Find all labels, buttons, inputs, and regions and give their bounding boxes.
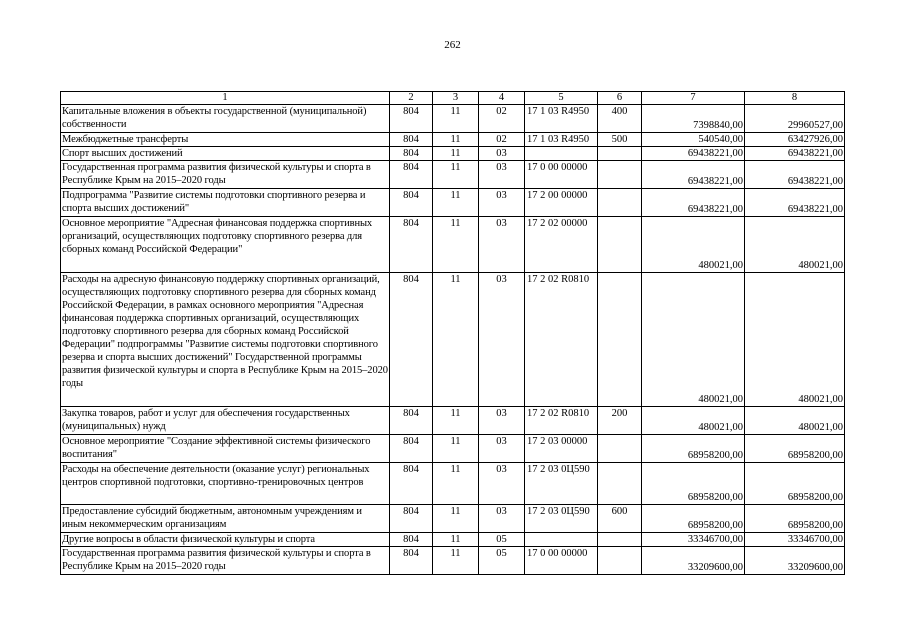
section-code: 11 bbox=[433, 133, 479, 147]
table-row bbox=[61, 105, 845, 133]
column-header: 3 bbox=[433, 92, 479, 105]
subsection-code: 03 bbox=[479, 463, 525, 505]
target-article-code bbox=[525, 147, 598, 161]
amount-column-7: 69438221,00 bbox=[642, 189, 745, 217]
section-code: 11 bbox=[433, 407, 479, 435]
subsection-code: 03 bbox=[479, 273, 525, 407]
target-article-code: 17 2 03 0Ц590 bbox=[525, 505, 598, 533]
subsection-code: 05 bbox=[479, 547, 525, 575]
budget-table bbox=[60, 91, 845, 575]
ministry-code: 804 bbox=[390, 105, 433, 133]
ministry-code: 804 bbox=[390, 435, 433, 463]
expense-type-code bbox=[598, 273, 642, 407]
row-description: Расходы на адресную финансовую поддержку спортивных организаций, осуществляющих подготовку спортивного резерва для сборных команд Российской Федерации, в рамках основного мероприятия "Адресная финансовая поддержка спортивных организаций, осуществляющих подготовку спортивного резерва для сборных команд Российской Федерации" подпрограммы "Развитие системы подготовки спортивного резерва и спорта высших достижений" Государственной программы развития физической культуры и спорта в Республике Крым на 2015–2020 годы bbox=[61, 273, 390, 407]
table-row bbox=[61, 273, 845, 407]
column-header: 1 bbox=[61, 92, 390, 105]
subsection-code: 03 bbox=[479, 435, 525, 463]
amount-column-7: 33209600,00 bbox=[642, 547, 745, 575]
amount-column-8: 63427926,00 bbox=[745, 133, 845, 147]
header-row bbox=[61, 92, 845, 105]
row-description: Государственная программа развития физической культуры и спорта в Республике Крым на 2015–2020 годы bbox=[61, 161, 390, 189]
target-article-code: 17 1 03 R4950 bbox=[525, 133, 598, 147]
expense-type-code: 600 bbox=[598, 505, 642, 533]
table-row bbox=[61, 217, 845, 273]
section-code: 11 bbox=[433, 189, 479, 217]
section-code: 11 bbox=[433, 533, 479, 547]
ministry-code: 804 bbox=[390, 217, 433, 273]
target-article-code: 17 2 03 0Ц590 bbox=[525, 463, 598, 505]
amount-column-7: 68958200,00 bbox=[642, 463, 745, 505]
amount-column-7: 68958200,00 bbox=[642, 435, 745, 463]
amount-column-8: 69438221,00 bbox=[745, 147, 845, 161]
row-description: Расходы на обеспечение деятельности (оказание услуг) региональных центров спортивной подготовки, спортивно-тренировочных центров bbox=[61, 463, 390, 505]
expense-type-code bbox=[598, 161, 642, 189]
table-row bbox=[61, 189, 845, 217]
amount-column-7: 33346700,00 bbox=[642, 533, 745, 547]
amount-column-8: 480021,00 bbox=[745, 217, 845, 273]
ministry-code: 804 bbox=[390, 505, 433, 533]
expense-type-code bbox=[598, 547, 642, 575]
expense-type-code: 400 bbox=[598, 105, 642, 133]
ministry-code: 804 bbox=[390, 463, 433, 505]
amount-column-8: 68958200,00 bbox=[745, 435, 845, 463]
subsection-code: 03 bbox=[479, 407, 525, 435]
ministry-code: 804 bbox=[390, 189, 433, 217]
table-row bbox=[61, 533, 845, 547]
expense-type-code: 500 bbox=[598, 133, 642, 147]
target-article-code: 17 1 03 R4950 bbox=[525, 105, 598, 133]
row-description: Другие вопросы в области физической культуры и спорта bbox=[61, 533, 390, 547]
subsection-code: 02 bbox=[479, 133, 525, 147]
ministry-code: 804 bbox=[390, 273, 433, 407]
amount-column-7: 68958200,00 bbox=[642, 505, 745, 533]
ministry-code: 804 bbox=[390, 533, 433, 547]
expense-type-code bbox=[598, 533, 642, 547]
section-code: 11 bbox=[433, 547, 479, 575]
amount-column-8: 29960527,00 bbox=[745, 105, 845, 133]
subsection-code: 03 bbox=[479, 217, 525, 273]
table-row bbox=[61, 547, 845, 575]
ministry-code: 804 bbox=[390, 133, 433, 147]
column-header: 8 bbox=[745, 92, 845, 105]
subsection-code: 03 bbox=[479, 189, 525, 217]
amount-column-8: 68958200,00 bbox=[745, 463, 845, 505]
row-description: Государственная программа развития физической культуры и спорта в Республике Крым на 2015–2020 годы bbox=[61, 547, 390, 575]
table-row bbox=[61, 435, 845, 463]
row-description: Спорт высших достижений bbox=[61, 147, 390, 161]
expense-type-code bbox=[598, 147, 642, 161]
row-description: Капитальные вложения в объекты государственной (муниципальной) собственности bbox=[61, 105, 390, 133]
row-description: Основное мероприятие "Адресная финансовая поддержка спортивных организаций, осуществляющих подготовку спортивного резерва для сборных команд Российской Федерации" bbox=[61, 217, 390, 273]
target-article-code: 17 2 00 00000 bbox=[525, 189, 598, 217]
amount-column-7: 7398840,00 bbox=[642, 105, 745, 133]
page-number: 262 bbox=[444, 39, 461, 51]
amount-column-8: 68958200,00 bbox=[745, 505, 845, 533]
subsection-code: 05 bbox=[479, 533, 525, 547]
amount-column-7: 69438221,00 bbox=[642, 147, 745, 161]
row-description: Подпрограмма "Развитие системы подготовки спортивного резерва и спорта высших достижений" bbox=[61, 189, 390, 217]
amount-column-8: 33346700,00 bbox=[745, 533, 845, 547]
section-code: 11 bbox=[433, 105, 479, 133]
section-code: 11 bbox=[433, 273, 479, 407]
subsection-code: 02 bbox=[479, 105, 525, 133]
table-row bbox=[61, 407, 845, 435]
column-header: 5 bbox=[525, 92, 598, 105]
target-article-code: 17 2 03 00000 bbox=[525, 435, 598, 463]
expense-type-code bbox=[598, 435, 642, 463]
table-row bbox=[61, 505, 845, 533]
ministry-code: 804 bbox=[390, 147, 433, 161]
target-article-code: 17 0 00 00000 bbox=[525, 547, 598, 575]
target-article-code: 17 2 02 R0810 bbox=[525, 407, 598, 435]
expense-type-code bbox=[598, 463, 642, 505]
column-header: 6 bbox=[598, 92, 642, 105]
table-row bbox=[61, 161, 845, 189]
target-article-code bbox=[525, 533, 598, 547]
expense-type-code bbox=[598, 217, 642, 273]
amount-column-8: 480021,00 bbox=[745, 407, 845, 435]
row-description: Основное мероприятие "Создание эффективной системы физического воспитания" bbox=[61, 435, 390, 463]
column-header: 7 bbox=[642, 92, 745, 105]
section-code: 11 bbox=[433, 217, 479, 273]
amount-column-7: 69438221,00 bbox=[642, 161, 745, 189]
ministry-code: 804 bbox=[390, 161, 433, 189]
section-code: 11 bbox=[433, 161, 479, 189]
expense-type-code bbox=[598, 189, 642, 217]
subsection-code: 03 bbox=[479, 161, 525, 189]
section-code: 11 bbox=[433, 147, 479, 161]
amount-column-7: 480021,00 bbox=[642, 273, 745, 407]
column-header: 2 bbox=[390, 92, 433, 105]
subsection-code: 03 bbox=[479, 147, 525, 161]
row-description: Межбюджетные трансферты bbox=[61, 133, 390, 147]
target-article-code: 17 0 00 00000 bbox=[525, 161, 598, 189]
expense-type-code: 200 bbox=[598, 407, 642, 435]
row-description: Закупка товаров, работ и услуг для обеспечения государственных (муниципальных) нужд bbox=[61, 407, 390, 435]
section-code: 11 bbox=[433, 505, 479, 533]
amount-column-7: 480021,00 bbox=[642, 217, 745, 273]
amount-column-7: 540540,00 bbox=[642, 133, 745, 147]
amount-column-8: 69438221,00 bbox=[745, 189, 845, 217]
amount-column-8: 480021,00 bbox=[745, 273, 845, 407]
ministry-code: 804 bbox=[390, 407, 433, 435]
table-row bbox=[61, 463, 845, 505]
target-article-code: 17 2 02 00000 bbox=[525, 217, 598, 273]
target-article-code: 17 2 02 R0810 bbox=[525, 273, 598, 407]
subsection-code: 03 bbox=[479, 505, 525, 533]
amount-column-8: 69438221,00 bbox=[745, 161, 845, 189]
table-row bbox=[61, 147, 845, 161]
section-code: 11 bbox=[433, 435, 479, 463]
amount-column-8: 33209600,00 bbox=[745, 547, 845, 575]
section-code: 11 bbox=[433, 463, 479, 505]
ministry-code: 804 bbox=[390, 547, 433, 575]
column-header: 4 bbox=[479, 92, 525, 105]
table-row bbox=[61, 133, 845, 147]
amount-column-7: 480021,00 bbox=[642, 407, 745, 435]
row-description: Предоставление субсидий бюджетным, автономным учреждениям и иным некоммерческим организациям bbox=[61, 505, 390, 533]
